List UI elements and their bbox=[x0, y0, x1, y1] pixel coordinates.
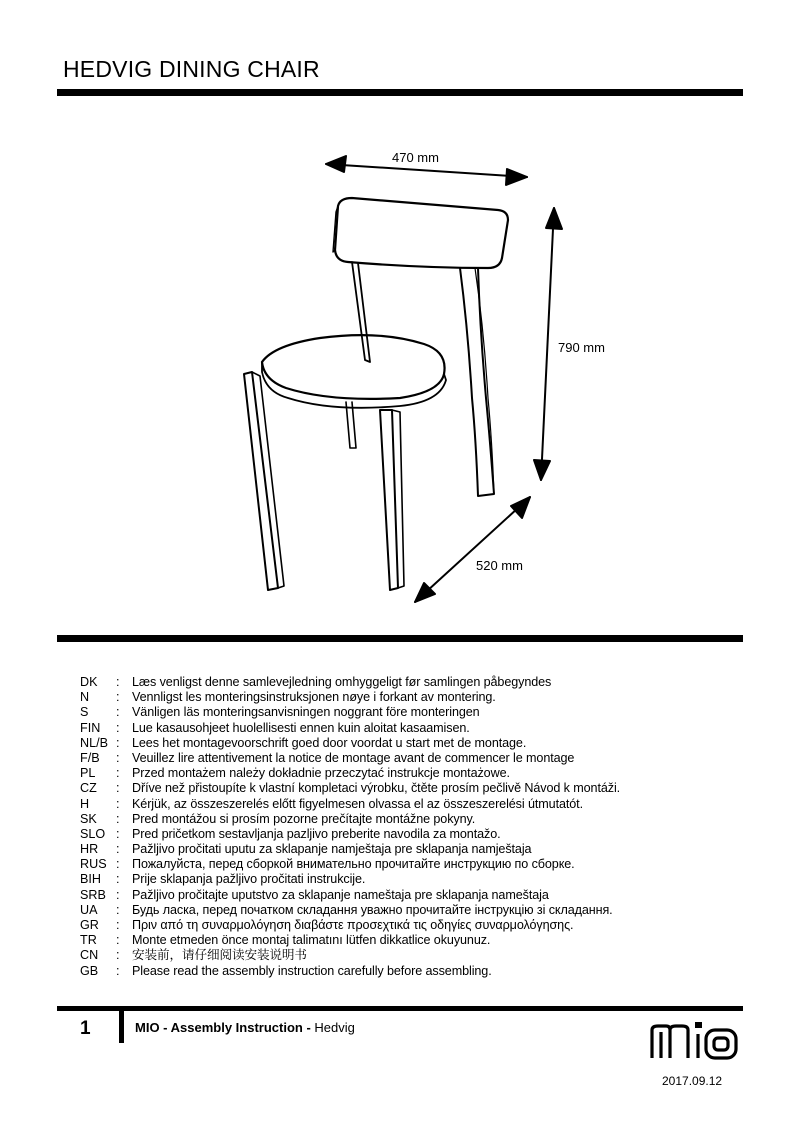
lang-code: CZ bbox=[80, 781, 97, 796]
chair-back-leg-right bbox=[460, 268, 494, 496]
lang-text: Pažljivo pročitajte uputstvo za sklapanje nameštaja pre sklapanja nameštaja bbox=[132, 887, 549, 902]
lang-code: S bbox=[80, 705, 89, 720]
lang-text: Пожалуйста, перед сборкой внимательно прочитайте инструкцию по сборке. bbox=[132, 857, 575, 872]
lang-code: FIN bbox=[80, 720, 101, 735]
lang-text: 安装前，请仔细阅读安装说明书 bbox=[132, 948, 307, 963]
depth-dimension: 520 mm bbox=[476, 558, 523, 573]
lang-row-rus: RUS : Пожалуйста, перед сборкой внимательно прочитайте инструкцию по сборке. bbox=[80, 857, 575, 872]
lang-row-hr: HR : Pažljivo pročitati uputu za sklapanje namještaja pre sklapanja namještaja bbox=[80, 842, 532, 857]
footer-product: Hedvig bbox=[314, 1020, 355, 1035]
chair-front-leg-right bbox=[380, 410, 398, 590]
lang-text: Pred montážou si prosím pozorne prečítajte montážne pokyny. bbox=[132, 811, 476, 826]
lang-text: Prije sklapanja pažljivo pročitati instrukcije. bbox=[132, 872, 366, 887]
lang-text: Lue kasausohjeet huolellisesti ennen kuin aloitat kasaamisen. bbox=[132, 720, 470, 735]
lang-code: SK bbox=[80, 811, 97, 826]
lang-text: Lees het montagevoorschrift goed door voordat u start met de montage. bbox=[132, 735, 527, 750]
width-dimension: 470 mm bbox=[392, 150, 439, 165]
lang-row-fin: FIN : Lue kasausohjeet huolellisesti ennen kuin aloitat kasaamisen. bbox=[80, 720, 470, 735]
footer-divider bbox=[57, 1006, 743, 1011]
lang-code: SLO bbox=[80, 826, 106, 841]
footer-separator: - bbox=[302, 1020, 315, 1035]
lang-code: GR bbox=[80, 918, 99, 932]
lang-text: Vennligst les monteringsinstruksjonen nøye i forkant av montering. bbox=[132, 690, 496, 705]
chair-line-drawing bbox=[240, 140, 600, 610]
lang-row-h: H : Kérjük, az összeszerelés előtt figyelmesen olvassa el az összeszerelési útmutatót. bbox=[80, 796, 583, 811]
mio-logo bbox=[648, 1018, 740, 1062]
lang-row-fb: F/B : Veuillez lire attentivement la notice de montage avant de commencer le montage bbox=[80, 750, 575, 765]
lang-row-tr: TR : Monte etmeden önce montaj talimatını lütfen dikkatlice okuyunuz. bbox=[80, 933, 491, 948]
lang-row-s: S : Vänligen läs monteringsanvisningen noggrant före monteringen bbox=[80, 705, 480, 720]
page-number: 1 bbox=[80, 1018, 91, 1039]
chair-seat bbox=[262, 335, 445, 399]
lang-row-gb: GB : Please read the assembly instruction carefully before assembling. bbox=[80, 963, 492, 978]
document-date: 2017.09.12 bbox=[662, 1074, 723, 1088]
height-dimension: 790 mm bbox=[558, 340, 605, 355]
chair-front-leg-left bbox=[244, 372, 278, 590]
lang-text: Pažljivo pročitati uputu za sklapanje namještaja pre sklapanja namještaja bbox=[132, 842, 532, 857]
height-arrow bbox=[541, 208, 554, 480]
lang-row-pl: PL : Przed montażem należy dokładnie przeczytać instrukcje montażowe. bbox=[80, 766, 510, 781]
lang-row-srb: SRB : Pažljivo pročitajte uputstvo za sklapanje nameštaja pre sklapanja nameštaja bbox=[80, 887, 549, 902]
lang-code: NL/B bbox=[80, 735, 108, 750]
lang-code: CN bbox=[80, 948, 99, 963]
lang-code: BIH bbox=[80, 872, 101, 887]
lang-text: Vänligen läs monteringsanvisningen noggrant före monteringen bbox=[132, 705, 480, 720]
middle-divider bbox=[57, 635, 743, 642]
footer-caption bbox=[135, 1020, 355, 1035]
lang-row-bih: BIH : Prije sklapanja pažljivo pročitati instrukcije. bbox=[80, 872, 366, 887]
lang-code: DK bbox=[80, 675, 98, 689]
lang-text: Please read the assembly instruction carefully before assembling. bbox=[132, 963, 492, 978]
lang-code: SRB bbox=[80, 887, 106, 902]
depth-arrow bbox=[415, 497, 530, 602]
lang-text: Kérjük, az összeszerelés előtt figyelmesen olvassa el az összeszerelési útmutatót. bbox=[132, 796, 583, 811]
lang-row-dk: DK : Læs venligst denne samlevejledning omhyggeligt før samlingen påbegyndes bbox=[80, 675, 552, 689]
top-divider bbox=[57, 89, 743, 96]
lang-row-gr: GR : Πριν από τη συναρμολόγηση διαβάστε προσεχτικά τις οδηγίες συναρμολόγησης. bbox=[80, 918, 574, 932]
width-arrow bbox=[326, 164, 527, 177]
lang-text: Будь ласка, перед початком складання уважно прочитайте інструкцію зі складання. bbox=[132, 902, 613, 917]
lang-row-slo: SLO : Pred pričetkom sestavljanja pazljivo preberite navodila za montažo. bbox=[80, 826, 501, 841]
chair-backrest bbox=[335, 198, 508, 268]
chair-back-leg-left bbox=[352, 262, 370, 362]
footer-brand: MIO - Assembly Instruction bbox=[135, 1020, 303, 1035]
lang-row-nl: NL/B : Lees het montagevoorschrift goed door voordat u start met de montage. bbox=[80, 735, 527, 750]
language-instructions bbox=[80, 675, 620, 979]
lang-text: Dříve než přistoupíte k vlastní kompletaci výrobku, čtěte prosím pečlivě Návod k montáži. bbox=[132, 781, 621, 796]
lang-text: Veuillez lire attentivement la notice de montage avant de commencer le montage bbox=[132, 750, 575, 765]
lang-code: H bbox=[80, 796, 90, 811]
lang-text: Læs venligst denne samlevejledning omhyggeligt før samlingen påbegyndes bbox=[132, 675, 552, 689]
lang-row-n: N : Vennligst les monteringsinstruksjonen nøye i forkant av montering. bbox=[80, 690, 496, 705]
page-title: HEDVIG DINING CHAIR bbox=[63, 56, 320, 82]
lang-text: Przed montażem należy dokładnie przeczytać instrukcje montażowe. bbox=[132, 766, 510, 781]
lang-code: PL bbox=[80, 766, 96, 781]
lang-row-sk: SK : Pred montážou si prosím pozorne prečítajte montážne pokyny. bbox=[80, 811, 476, 826]
lang-code: HR bbox=[80, 842, 99, 857]
lang-row-cn: CN : 安装前，请仔细阅读安装说明书 bbox=[80, 948, 307, 963]
lang-text: Pred pričetkom sestavljanja pazljivo preberite navodila za montažo. bbox=[132, 826, 501, 841]
lang-text: Monte etmeden önce montaj talimatını lütfen dikkatlice okuyunuz. bbox=[132, 933, 491, 948]
lang-text: Πριν από τη συναρμολόγηση διαβάστε προσεχτικά τις οδηγίες συναρμολόγησης. bbox=[132, 918, 574, 932]
lang-code: GB bbox=[80, 963, 99, 978]
lang-code: UA bbox=[80, 902, 98, 917]
lang-code: N bbox=[80, 690, 90, 705]
lang-row-cz: CZ : Dříve než přistoupíte k vlastní kompletaci výrobku, čtěte prosím pečlivě Návod k montáži. bbox=[80, 781, 621, 796]
footer-vertical-bar bbox=[119, 1011, 124, 1043]
lang-code: TR bbox=[80, 933, 97, 948]
lang-code: F/B bbox=[80, 750, 100, 765]
lang-code: RUS bbox=[80, 857, 107, 872]
lang-row-ua: UA : Будь ласка, перед початком складання уважно прочитайте інструкцію зі складання. bbox=[80, 902, 613, 917]
